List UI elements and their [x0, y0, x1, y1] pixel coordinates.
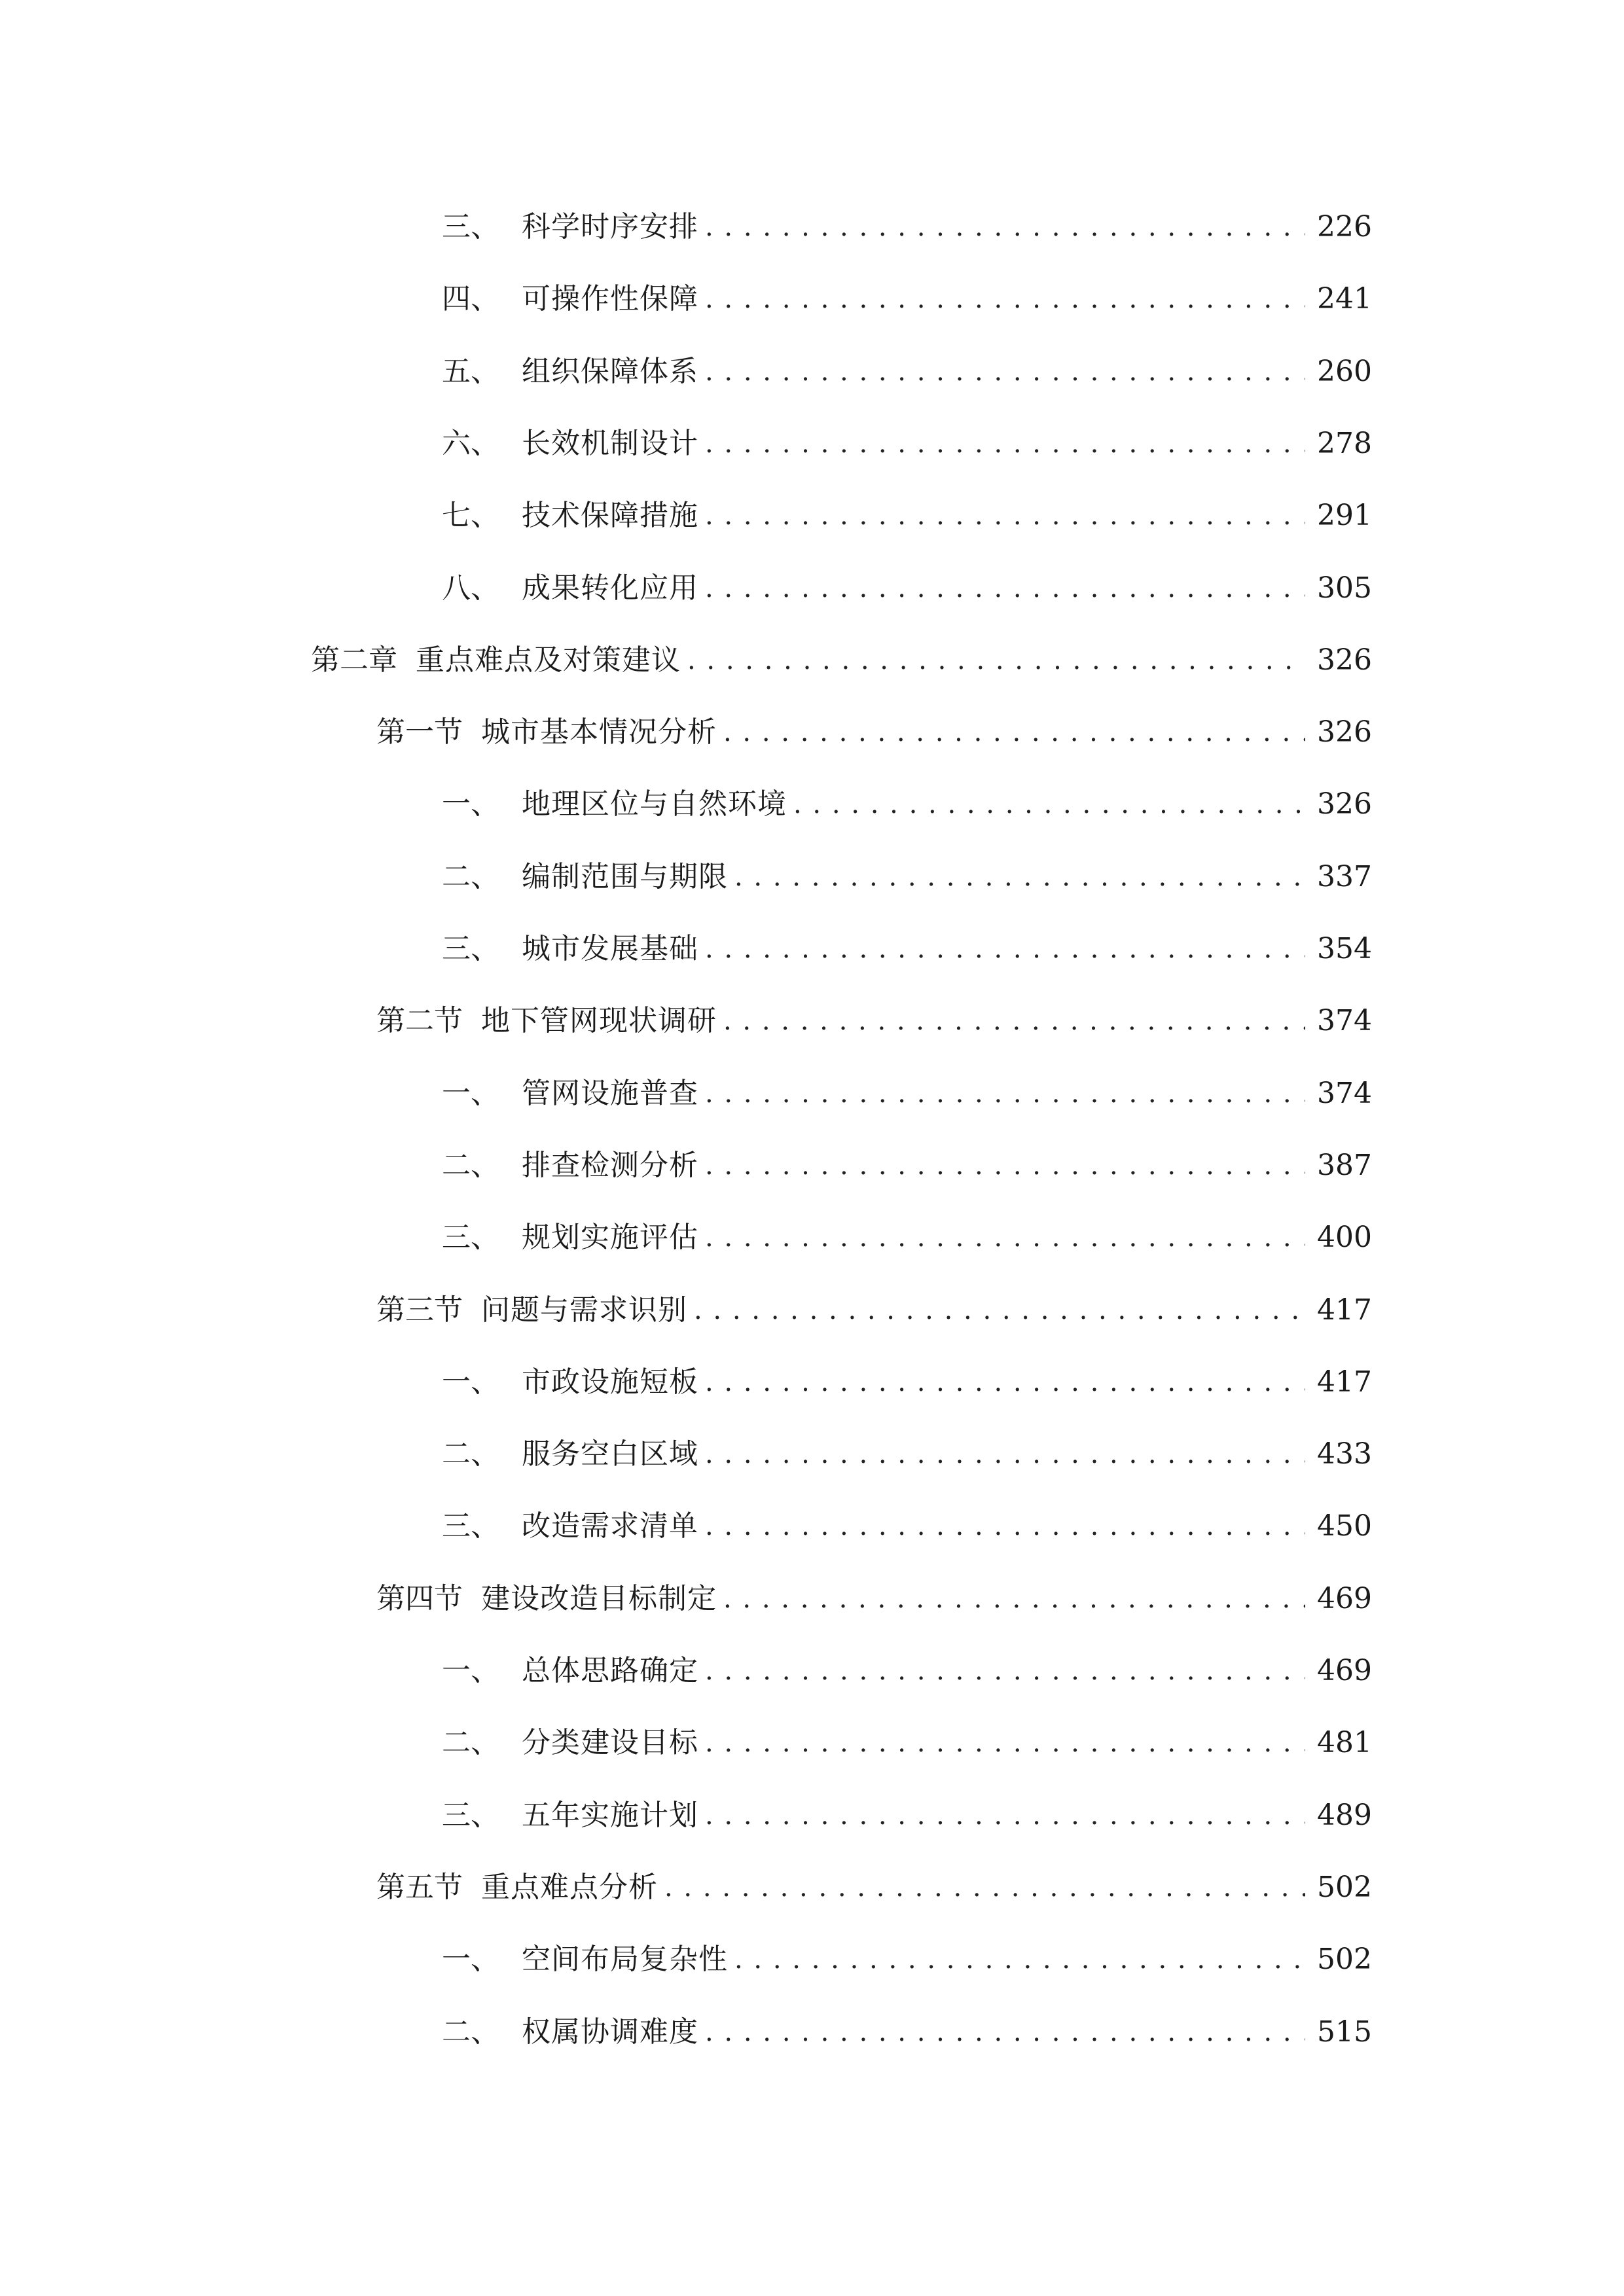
toc-page-number: 387 — [1317, 1149, 1372, 1182]
toc-entry-number: 五、 — [442, 355, 499, 388]
toc-entry-item[interactable] — [442, 2006, 1372, 2058]
toc-page-number: 374 — [1317, 1004, 1372, 1037]
toc-entry-number: 二、 — [442, 1149, 499, 1182]
toc-dot-leader — [734, 851, 1305, 903]
toc-entry-title: 五年实施计划 — [522, 1799, 698, 1832]
toc-entry-number: 第三节 — [376, 1293, 463, 1327]
toc-page-number: 326 — [1317, 715, 1372, 749]
toc-entry-title: 地理区位与自然环境 — [522, 787, 787, 821]
toc-entry-item[interactable] — [442, 1500, 1372, 1552]
toc-entry-title: 改造需求清单 — [522, 1509, 698, 1543]
toc-entry-title: 市政设施短板 — [522, 1365, 698, 1399]
toc-entry-title: 排查检测分析 — [522, 1149, 698, 1182]
toc-dot-leader — [705, 923, 1305, 975]
toc-entry-number: 第四节 — [376, 1582, 463, 1615]
toc-entry-title: 城市基本情况分析 — [481, 715, 717, 749]
toc-entry-title: 分类建设目标 — [522, 1726, 698, 1759]
toc-dot-leader — [705, 1645, 1305, 1697]
toc-dot-leader — [694, 1284, 1305, 1336]
toc-entry-number: 三、 — [442, 1221, 499, 1254]
toc-page-number: 502 — [1317, 1871, 1372, 1904]
toc-dot-leader — [723, 1573, 1305, 1625]
toc-page-number: 374 — [1317, 1077, 1372, 1110]
toc-entry-item[interactable] — [442, 273, 1372, 325]
toc-entry-chapter[interactable] — [311, 634, 1372, 687]
toc-entry-section[interactable] — [376, 1573, 1372, 1625]
toc-entry-title: 地下管网现状调研 — [481, 1004, 717, 1037]
toc-page-number: 260 — [1317, 355, 1372, 388]
toc-entry-title: 服务空白区域 — [522, 1437, 698, 1471]
toc-page-number: 417 — [1317, 1365, 1372, 1399]
toc-dot-leader — [793, 778, 1305, 831]
toc-page-number: 450 — [1317, 1509, 1372, 1543]
toc-dot-leader — [705, 562, 1305, 615]
toc-page-number: 502 — [1317, 1943, 1372, 1976]
toc-entry-item[interactable] — [442, 1933, 1372, 1986]
toc-entry-section[interactable] — [376, 1861, 1372, 1914]
toc-dot-leader — [705, 1067, 1305, 1120]
toc-dot-leader — [687, 634, 1305, 687]
toc-entry-number: 三、 — [442, 1799, 499, 1832]
toc-page-number: 515 — [1317, 2015, 1372, 2049]
toc-dot-leader — [705, 1428, 1305, 1480]
toc-dot-leader — [705, 1139, 1305, 1192]
toc-entry-number: 一、 — [442, 1365, 499, 1399]
toc-entry-title: 规划实施评估 — [522, 1221, 698, 1254]
toc-page-number: 241 — [1317, 282, 1372, 315]
toc-entry-item[interactable] — [442, 1211, 1372, 1264]
toc-entry-number: 三、 — [442, 1509, 499, 1543]
toc-page-number: 278 — [1317, 427, 1372, 460]
toc-entry-number: 二、 — [442, 1726, 499, 1759]
toc-entry-item[interactable] — [442, 1428, 1372, 1480]
toc-entry-item[interactable] — [442, 1717, 1372, 1769]
toc-entry-item[interactable] — [442, 490, 1372, 542]
toc-dot-leader — [705, 1789, 1305, 1842]
toc-entry-item[interactable] — [442, 1067, 1372, 1120]
toc-page-number: 469 — [1317, 1582, 1372, 1615]
toc-entry-number: 二、 — [442, 1437, 499, 1471]
toc-entry-title: 长效机制设计 — [522, 427, 698, 460]
toc-page-number: 400 — [1317, 1221, 1372, 1254]
toc-entry-title: 科学时序安排 — [522, 210, 698, 243]
toc-entry-number: 三、 — [442, 210, 499, 243]
toc-page-number: 417 — [1317, 1293, 1372, 1327]
toc-entry-section[interactable] — [376, 706, 1372, 759]
toc-page-number: 305 — [1317, 571, 1372, 605]
toc-entry-number: 七、 — [442, 499, 499, 532]
toc-entry-number: 四、 — [442, 282, 499, 315]
toc-entry-number: 三、 — [442, 932, 499, 965]
toc-page-number: 291 — [1317, 499, 1372, 532]
toc-entry-title: 建设改造目标制定 — [481, 1582, 717, 1615]
toc-entry-number: 一、 — [442, 1943, 499, 1976]
toc-entry-title: 编制范围与期限 — [522, 860, 728, 893]
toc-entry-number: 一、 — [442, 787, 499, 821]
toc-entry-title: 成果转化应用 — [522, 571, 698, 605]
toc-entry-item[interactable] — [442, 201, 1372, 253]
toc-entry-section[interactable] — [376, 1284, 1372, 1336]
toc-entry-number: 第一节 — [376, 715, 463, 749]
toc-entry-item[interactable] — [442, 923, 1372, 975]
toc-page-number: 481 — [1317, 1726, 1372, 1759]
toc-entry-number: 二、 — [442, 860, 499, 893]
toc-page-number: 354 — [1317, 932, 1372, 965]
toc-entry-title: 权属协调难度 — [522, 2015, 698, 2049]
toc-entry-title: 可操作性保障 — [522, 282, 698, 315]
toc-dot-leader — [705, 273, 1305, 325]
toc-entry-item[interactable] — [442, 851, 1372, 903]
toc-page-number: 489 — [1317, 1799, 1372, 1832]
toc-page-number: 337 — [1317, 860, 1372, 893]
toc-dot-leader — [705, 1211, 1305, 1264]
toc-dot-leader — [723, 995, 1305, 1047]
toc-entry-title: 总体思路确定 — [522, 1654, 698, 1687]
toc-entry-title: 重点难点分析 — [481, 1871, 658, 1904]
toc-entry-item[interactable] — [442, 562, 1372, 615]
toc-entry-number: 一、 — [442, 1077, 499, 1110]
toc-entry-title: 组织保障体系 — [522, 355, 698, 388]
toc-entry-title: 城市发展基础 — [522, 932, 698, 965]
toc-entry-number: 八、 — [442, 571, 499, 605]
toc-entry-number: 一、 — [442, 1654, 499, 1687]
toc-page-number: 226 — [1317, 210, 1372, 243]
toc-entry-item[interactable] — [442, 346, 1372, 398]
toc-entry-item[interactable] — [442, 1789, 1372, 1842]
toc-dot-leader — [705, 490, 1305, 542]
toc-entry-number: 第二章 — [311, 643, 397, 677]
toc-dot-leader — [705, 201, 1305, 253]
toc-entry-number: 第二节 — [376, 1004, 463, 1037]
toc-dot-leader — [705, 1717, 1305, 1769]
toc-entry-number: 第五节 — [376, 1871, 463, 1904]
toc-dot-leader — [705, 1500, 1305, 1552]
toc-dot-leader — [723, 706, 1305, 759]
toc-dot-leader — [734, 1933, 1305, 1986]
toc-entry-title: 管网设施普查 — [522, 1077, 698, 1110]
toc-entry-title: 空间布局复杂性 — [522, 1943, 728, 1976]
toc-entry-title: 重点难点及对策建议 — [416, 643, 681, 677]
toc-page-number: 326 — [1317, 643, 1372, 677]
toc-entry-number: 二、 — [442, 2015, 499, 2049]
toc-entry-item[interactable] — [442, 1645, 1372, 1697]
toc-entry-number: 六、 — [442, 427, 499, 460]
toc-dot-leader — [705, 1356, 1305, 1408]
toc-entry-title: 技术保障措施 — [522, 499, 698, 532]
toc-entry-title: 问题与需求识别 — [481, 1293, 687, 1327]
toc-dot-leader — [705, 346, 1305, 398]
toc-entry-item[interactable] — [442, 778, 1372, 831]
toc-page-number: 469 — [1317, 1654, 1372, 1687]
toc-entry-item[interactable] — [442, 1139, 1372, 1192]
toc-entry-item[interactable] — [442, 418, 1372, 470]
toc-page-number: 326 — [1317, 787, 1372, 821]
toc-page-number: 433 — [1317, 1437, 1372, 1471]
toc-dot-leader — [664, 1861, 1305, 1914]
toc-dot-leader — [705, 418, 1305, 470]
toc-entry-section[interactable] — [376, 995, 1372, 1047]
toc-dot-leader — [705, 2006, 1305, 2058]
toc-entry-item[interactable] — [442, 1356, 1372, 1408]
